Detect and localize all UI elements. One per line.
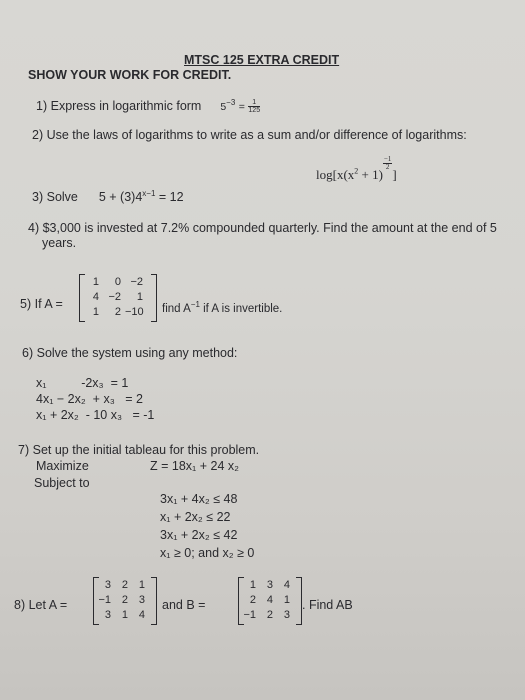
matrix-cell: 2	[266, 609, 273, 621]
matrix-cell: 0	[114, 276, 121, 288]
page-title: MTSC 125 EXTRA CREDIT	[184, 53, 340, 67]
question-number: 2)	[32, 128, 44, 142]
question-5-text: find $A^{-1}$ if A is invertible.	[162, 300, 283, 315]
question-number: 1)	[36, 99, 48, 114]
matrix-cell: 4	[266, 594, 273, 606]
question-number: 6)	[22, 346, 34, 360]
matrix-cell: 4	[283, 579, 290, 591]
matrix-cell: 1	[136, 291, 143, 303]
matrix-b	[238, 577, 302, 625]
question-text: Solve	[46, 190, 78, 205]
question-text: Set up the initial tableau for this problem.	[32, 443, 260, 457]
matrix-a	[93, 577, 157, 625]
constraint-4: x₁ ≥ 0; and x₂ ≥ 0	[160, 546, 255, 560]
matrix-cell: −2	[130, 276, 143, 288]
matrix-cell: 1	[92, 276, 99, 288]
system-equation-1: x₁ -2x₃ = 1	[36, 376, 129, 390]
matrix-cell: −1	[98, 594, 111, 606]
matrix-cell: −1	[243, 609, 256, 621]
find-ab-text: . Find AB	[302, 598, 353, 612]
power-base: 5	[220, 101, 227, 114]
matrix-a	[79, 274, 157, 322]
question-number: 7)	[18, 443, 30, 457]
equation: $5 + (3)4^{x-1} = 12$	[98, 189, 184, 205]
question-number: 8)	[14, 598, 26, 612]
matrix-cell: 2	[114, 306, 121, 318]
matrix-cell: −10	[125, 306, 144, 318]
question-5-label: 5) If A =	[20, 297, 63, 311]
question-8-label: 8) Let A =	[14, 598, 68, 612]
fraction: $\frac{1}{125}$	[248, 99, 261, 115]
and-b-label: and B =	[162, 598, 206, 612]
question-4-line-2: years.	[42, 236, 77, 250]
constraint-3: 3x₁ + 2x₂ ≤ 42	[160, 528, 238, 542]
question-number: 5)	[20, 297, 32, 311]
subject-to-label: Subject to	[34, 476, 90, 490]
matrix-cell: 1	[121, 609, 128, 621]
question-text: Use the laws of logarithms to write as a sum and/or difference of logarithms:	[46, 128, 467, 142]
matrix-cell: 1	[138, 579, 145, 591]
matrix-cell: 2	[121, 579, 128, 591]
maximize-label: Maximize	[36, 459, 89, 473]
matrix-cell: 1	[249, 579, 256, 591]
equals-sign: =	[238, 101, 245, 114]
constraint-2: x₁ + 2x₂ ≤ 22	[160, 510, 231, 524]
question-7	[18, 443, 259, 458]
question-6	[22, 346, 237, 361]
instructions: SHOW YOUR WORK FOR CREDIT.	[28, 68, 232, 82]
matrix-cell: 3	[104, 579, 111, 591]
question-3	[32, 186, 184, 205]
question-text: Solve the system using any method:	[36, 346, 238, 360]
matrix-cell: 3	[266, 579, 273, 591]
question-1	[36, 95, 260, 115]
matrix-cell: 3	[138, 594, 145, 606]
question-text-line-1: $3,000 is invested at 7.2% compounded quarterly. Find the amount at the end of 5	[42, 221, 497, 235]
matrix-cell: 2	[121, 594, 128, 606]
matrix-cell: 3	[104, 609, 111, 621]
question-number: 4)	[28, 221, 40, 235]
power-exponent: −3	[226, 98, 236, 107]
matrix-cell: 4	[138, 609, 145, 621]
question-text: Express in logarithmic form	[50, 99, 202, 114]
objective-function: Z = 18x₁ + 24 x₂	[150, 459, 239, 473]
system-equation-2: 4x₁ − 2x₂ + x₃ = 2	[36, 392, 143, 406]
matrix-cell: −2	[108, 291, 121, 303]
matrix-cell: 3	[283, 609, 290, 621]
matrix-cell: 4	[92, 291, 99, 303]
question-number: 3)	[32, 190, 44, 205]
log-expression: $\log[x(x^2 + 1)$ $\frac{-1}{2}$ ]	[316, 155, 397, 182]
matrix-cell: 2	[249, 594, 256, 606]
matrix-cell: 1	[92, 306, 99, 318]
question-2	[32, 128, 467, 143]
constraint-1: 3x₁ + 4x₂ ≤ 48	[160, 492, 238, 506]
system-equation-3: x₁ + 2x₂ - 10 x₃ = -1	[36, 408, 155, 422]
question-4	[28, 221, 497, 236]
matrix-cell: 1	[283, 594, 290, 606]
